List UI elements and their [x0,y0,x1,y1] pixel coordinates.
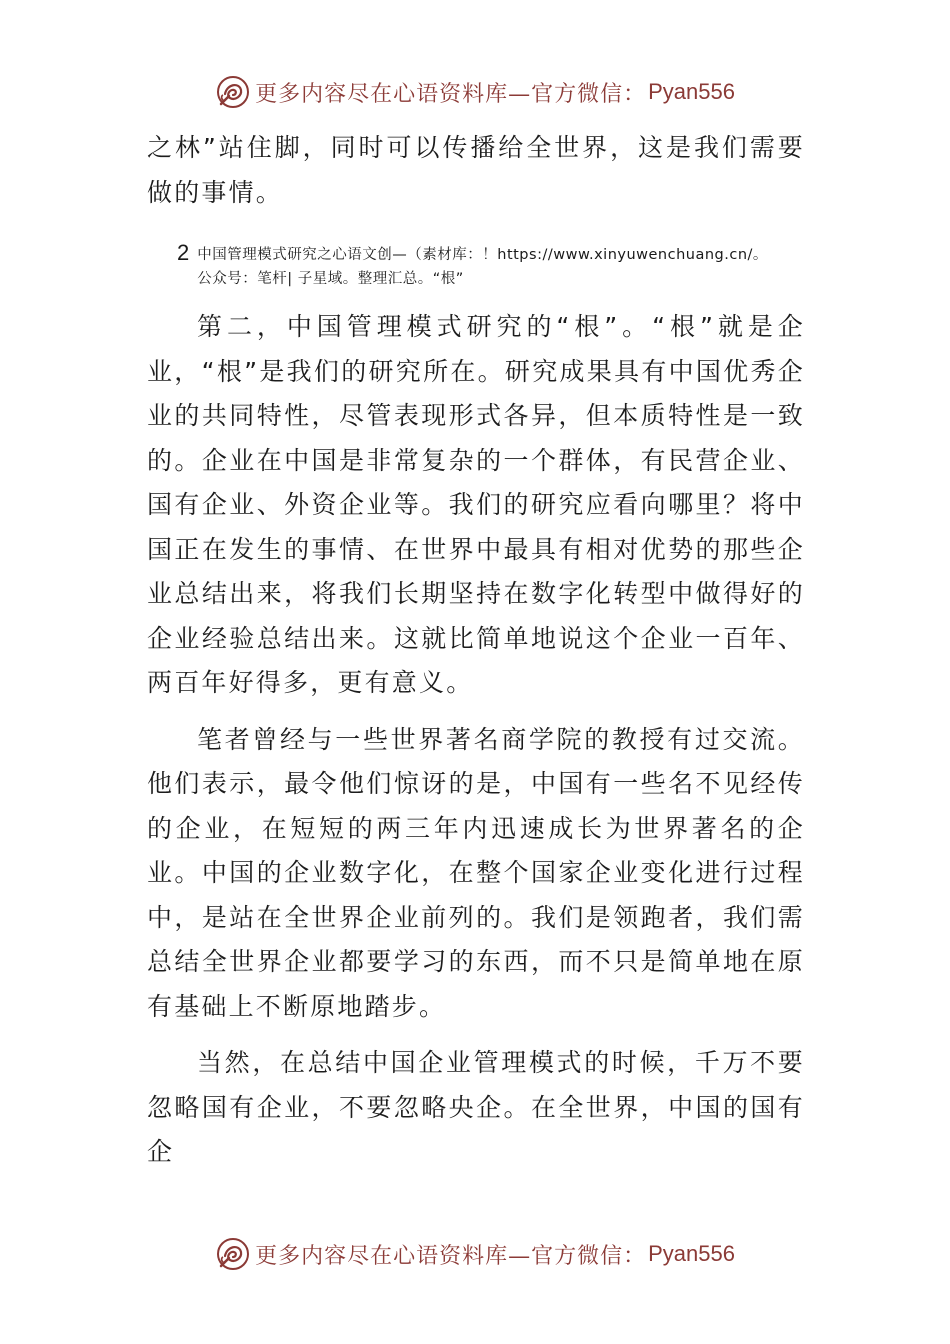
rose-emblem-icon [215,74,251,110]
body-paragraph: 第二，中国管理模式研究的“根”。“根”就是企业，“根”是我们的研究所在。研究成果具有中国优秀企业的共同特性，尽管表现形式各异，但本质特性是一致的。企业在中国是非常复杂的一个群体，有民营企业、国有企业、外资企业等。我们的研究应看向哪里？将中国正在发生的事情、在世界中最具有相对优势的那些企业总结出来，将我们长期坚持在数字化转型中做得好的企业经验总结出来。这就比简单地说这个企业一百年、两百年好得多，更有意义。 [147,312,805,697]
header-banner [0,70,950,114]
section-heading-text: 中国管理模式研究之心语文创—（素材库：！https://www.xinyuwenchuang.cn/。公众号：笔杆| 子星域。整理汇总。“根” [197,247,768,287]
header-banner-wechat-handle: Pyan556 [648,79,735,104]
body-paragraph: 笔者曾经与一些世界著名商学院的教授有过交流。他们表示，最令他们惊讶的是，中国有一些名不见经传的企业，在短短的两三年内迅速成长为世界著名的企业。中国的企业数字化，在整个国家企业变化进行过程中，是站在全世界企业前列的。我们是领跑者，我们需总结全世界企业都要学习的东西，而不只是简单地在原有基础上不断原地踏步。 [147,724,805,1021]
body-paragraph: 当然，在总结中国企业管理模式的时候，千万不要忽略国有企业，不要忽略央企。在全世界，中国的国有企 [147,1048,805,1166]
footer-banner [0,1232,950,1276]
footer-banner-text: 更多内容尽在心语资料库—官方微信： [255,1243,647,1269]
header-banner-text: 更多内容尽在心语资料库—官方微信： [255,81,647,107]
section-number: 2 [177,240,190,265]
section-heading [177,241,777,291]
rose-emblem-icon [215,1236,251,1272]
document-body [147,126,805,1175]
intro-paragraph: 之林”站住脚，同时可以传播给全世界，这是我们需要做的事情。 [147,133,805,207]
footer-banner-wechat-handle: Pyan556 [648,1241,735,1266]
